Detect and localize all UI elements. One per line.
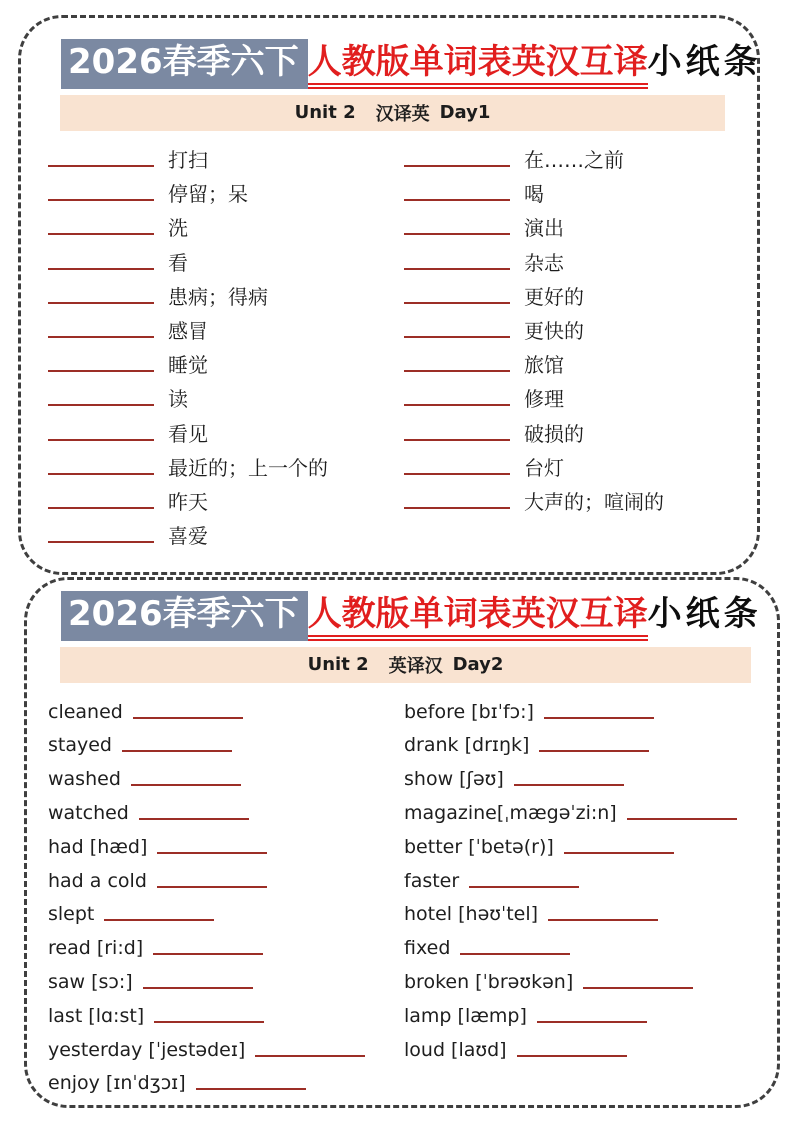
vocab-column-left-day2 xyxy=(48,691,404,1097)
answer-blank-line xyxy=(48,541,154,543)
vocab-row xyxy=(48,1029,404,1063)
direction-label: 汉译英 xyxy=(375,103,430,125)
english-word-label: before [bɪˈfɔ:] xyxy=(404,700,534,723)
answer-blank-line xyxy=(404,233,510,235)
answer-blank-line xyxy=(255,1055,365,1057)
answer-blank-line xyxy=(48,404,154,406)
chinese-word-label: 修理 xyxy=(524,387,564,412)
worksheet-card-day1 xyxy=(18,15,760,575)
vocab-row xyxy=(48,894,404,928)
answer-blank-line xyxy=(544,717,654,719)
chinese-word-label: 看 xyxy=(168,250,188,275)
answer-blank-line xyxy=(404,336,510,338)
english-word-label: lamp [læmp] xyxy=(404,1004,527,1027)
answer-blank-line xyxy=(404,404,510,406)
english-word-label: better [ˈbetə(r)] xyxy=(404,835,554,858)
answer-blank-line xyxy=(139,818,249,820)
chinese-word-label: 洗 xyxy=(168,216,188,241)
english-word-label: yesterday [ˈjestədeɪ] xyxy=(48,1038,246,1061)
english-word-label: stayed xyxy=(48,734,112,757)
chinese-word-label: 看见 xyxy=(168,421,208,446)
title-suffix: 小纸条 xyxy=(647,42,762,82)
worksheet-card-day2 xyxy=(24,577,780,1108)
vocab-row xyxy=(404,276,737,310)
english-word-label: drank [drɪŋk] xyxy=(404,734,530,757)
day-label: Day1 xyxy=(439,102,491,124)
vocab-row xyxy=(404,173,737,207)
vocab-row xyxy=(404,481,737,515)
answer-blank-line xyxy=(627,818,737,820)
answer-blank-line xyxy=(460,953,570,955)
answer-blank-line xyxy=(539,750,649,752)
chinese-word-label: 患病；得病 xyxy=(168,284,268,309)
vocab-row xyxy=(48,927,404,961)
worksheet-title xyxy=(61,40,762,86)
answer-blank-line xyxy=(469,886,579,888)
english-word-label: read [ri:d] xyxy=(48,937,144,960)
answer-blank-line xyxy=(157,886,267,888)
answer-blank-line xyxy=(157,852,267,854)
chinese-word-label: 喜爱 xyxy=(168,524,208,549)
unit-label: Unit 2 xyxy=(307,654,369,676)
title-series-underlined: 人教版单词表英汉互译 xyxy=(308,594,648,641)
english-word-label: show [ʃəʊ] xyxy=(404,768,504,791)
vocab-row xyxy=(404,1029,763,1063)
chinese-word-label: 最近的；上一个的 xyxy=(168,455,328,480)
answer-blank-line xyxy=(514,784,624,786)
vocab-row xyxy=(48,310,404,344)
chinese-word-label: 打扫 xyxy=(168,148,208,173)
chinese-word-label: 杂志 xyxy=(524,250,564,275)
vocab-row xyxy=(48,691,404,725)
english-word-label: cleaned xyxy=(48,700,123,723)
chinese-word-label: 停留；呆 xyxy=(168,182,248,207)
vocab-row xyxy=(404,894,763,928)
vocab-row xyxy=(404,207,737,241)
vocab-row xyxy=(404,241,737,275)
vocab-row xyxy=(48,725,404,759)
english-word-label: loud [laʊd] xyxy=(404,1038,507,1061)
answer-blank-line xyxy=(48,370,154,372)
chinese-word-label: 读 xyxy=(168,387,188,412)
vocab-row xyxy=(404,927,763,961)
vocab-row xyxy=(404,792,763,826)
chinese-word-label: 喝 xyxy=(524,182,544,207)
vocab-row xyxy=(404,725,763,759)
english-word-label: slept xyxy=(48,903,95,926)
vocab-row xyxy=(48,139,404,173)
answer-blank-line xyxy=(153,953,263,955)
vocab-row xyxy=(48,961,404,995)
answer-blank-line xyxy=(48,233,154,235)
chinese-word-label: 更快的 xyxy=(524,319,584,344)
answer-blank-line xyxy=(404,439,510,441)
answer-blank-line xyxy=(404,302,510,304)
vocab-row xyxy=(404,860,763,894)
english-word-label: last [lɑ:st] xyxy=(48,1004,145,1027)
vocab-column-left-day1 xyxy=(48,139,404,549)
title-series-underlined: 人教版单词表英汉互译 xyxy=(308,42,648,89)
title-grade-highlight: 2026春季六下 xyxy=(61,591,308,641)
answer-blank-line xyxy=(564,852,674,854)
title-suffix: 小纸条 xyxy=(647,594,762,634)
answer-blank-line xyxy=(122,750,232,752)
unit-header-day1 xyxy=(60,95,725,131)
vocab-grid-day1 xyxy=(48,139,737,549)
answer-blank-line xyxy=(404,199,510,201)
answer-blank-line xyxy=(583,987,693,989)
day-label: Day2 xyxy=(452,654,504,676)
vocab-column-right-day1 xyxy=(404,139,737,549)
answer-blank-line xyxy=(48,268,154,270)
vocab-row xyxy=(48,860,404,894)
chinese-word-label: 在……之前 xyxy=(524,148,624,173)
answer-blank-line xyxy=(48,165,154,167)
english-word-label: had a cold xyxy=(48,869,147,892)
answer-blank-line xyxy=(404,268,510,270)
vocab-row xyxy=(404,310,737,344)
chinese-word-label: 破损的 xyxy=(524,421,584,446)
answer-blank-line xyxy=(404,165,510,167)
answer-blank-line xyxy=(48,473,154,475)
vocab-row xyxy=(48,792,404,826)
vocab-row xyxy=(404,961,763,995)
answer-blank-line xyxy=(517,1055,627,1057)
english-word-label: broken [ˈbrəʊkən] xyxy=(404,971,574,994)
vocab-row xyxy=(404,758,763,792)
answer-blank-line xyxy=(143,987,253,989)
english-word-label: magazine[ˌmægəˈzi:n] xyxy=(404,802,617,825)
vocab-row xyxy=(404,412,737,446)
vocab-row xyxy=(48,515,404,549)
answer-blank-line xyxy=(48,336,154,338)
answer-blank-line xyxy=(104,919,214,921)
answer-blank-line xyxy=(196,1088,306,1090)
vocab-row xyxy=(48,758,404,792)
vocab-row xyxy=(48,241,404,275)
vocab-column-right-day2 xyxy=(404,691,763,1097)
vocab-row xyxy=(48,1063,404,1097)
chinese-word-label: 旅馆 xyxy=(524,353,564,378)
vocab-row xyxy=(404,995,763,1029)
answer-blank-line xyxy=(131,784,241,786)
chinese-word-label: 感冒 xyxy=(168,319,208,344)
vocab-row xyxy=(48,276,404,310)
english-word-label: enjoy [ɪnˈdʒɔɪ] xyxy=(48,1072,186,1095)
vocab-row xyxy=(48,173,404,207)
answer-blank-line xyxy=(154,1021,264,1023)
worksheet-title xyxy=(61,592,763,638)
chinese-word-label: 昨天 xyxy=(168,489,208,514)
vocab-row xyxy=(404,691,763,725)
answer-blank-line xyxy=(48,199,154,201)
vocab-row xyxy=(404,139,737,173)
unit-header-day2 xyxy=(60,647,751,683)
vocab-row xyxy=(48,412,404,446)
answer-blank-line xyxy=(404,507,510,509)
vocab-row xyxy=(48,826,404,860)
vocab-row xyxy=(48,378,404,412)
vocab-row xyxy=(48,481,404,515)
vocab-row xyxy=(404,378,737,412)
vocab-row xyxy=(404,826,763,860)
english-word-label: saw [sɔ:] xyxy=(48,971,133,994)
answer-blank-line xyxy=(48,439,154,441)
chinese-word-label: 台灯 xyxy=(524,455,564,480)
vocab-row xyxy=(48,995,404,1029)
chinese-word-label: 大声的；喧闹的 xyxy=(524,489,664,514)
vocab-row xyxy=(404,447,737,481)
english-word-label: washed xyxy=(48,768,121,791)
unit-label: Unit 2 xyxy=(294,102,356,124)
answer-blank-line xyxy=(404,473,510,475)
english-word-label: had [hæd] xyxy=(48,835,148,858)
answer-blank-line xyxy=(48,302,154,304)
answer-blank-line xyxy=(48,507,154,509)
vocab-row xyxy=(48,207,404,241)
chinese-word-label: 睡觉 xyxy=(168,353,208,378)
english-word-label: hotel [həʊˈtel] xyxy=(404,903,539,926)
chinese-word-label: 更好的 xyxy=(524,284,584,309)
english-word-label: watched xyxy=(48,802,129,825)
english-word-label: faster xyxy=(404,869,460,892)
answer-blank-line xyxy=(548,919,658,921)
chinese-word-label: 演出 xyxy=(524,216,564,241)
vocab-row xyxy=(404,344,737,378)
answer-blank-line xyxy=(404,370,510,372)
answer-blank-line xyxy=(133,717,243,719)
vocab-grid-day2 xyxy=(48,691,763,1097)
vocab-row xyxy=(48,447,404,481)
vocab-row xyxy=(48,344,404,378)
direction-label: 英译汉 xyxy=(388,655,443,677)
english-word-label: fixed xyxy=(404,937,451,960)
title-grade-highlight: 2026春季六下 xyxy=(61,39,308,89)
answer-blank-line xyxy=(537,1021,647,1023)
